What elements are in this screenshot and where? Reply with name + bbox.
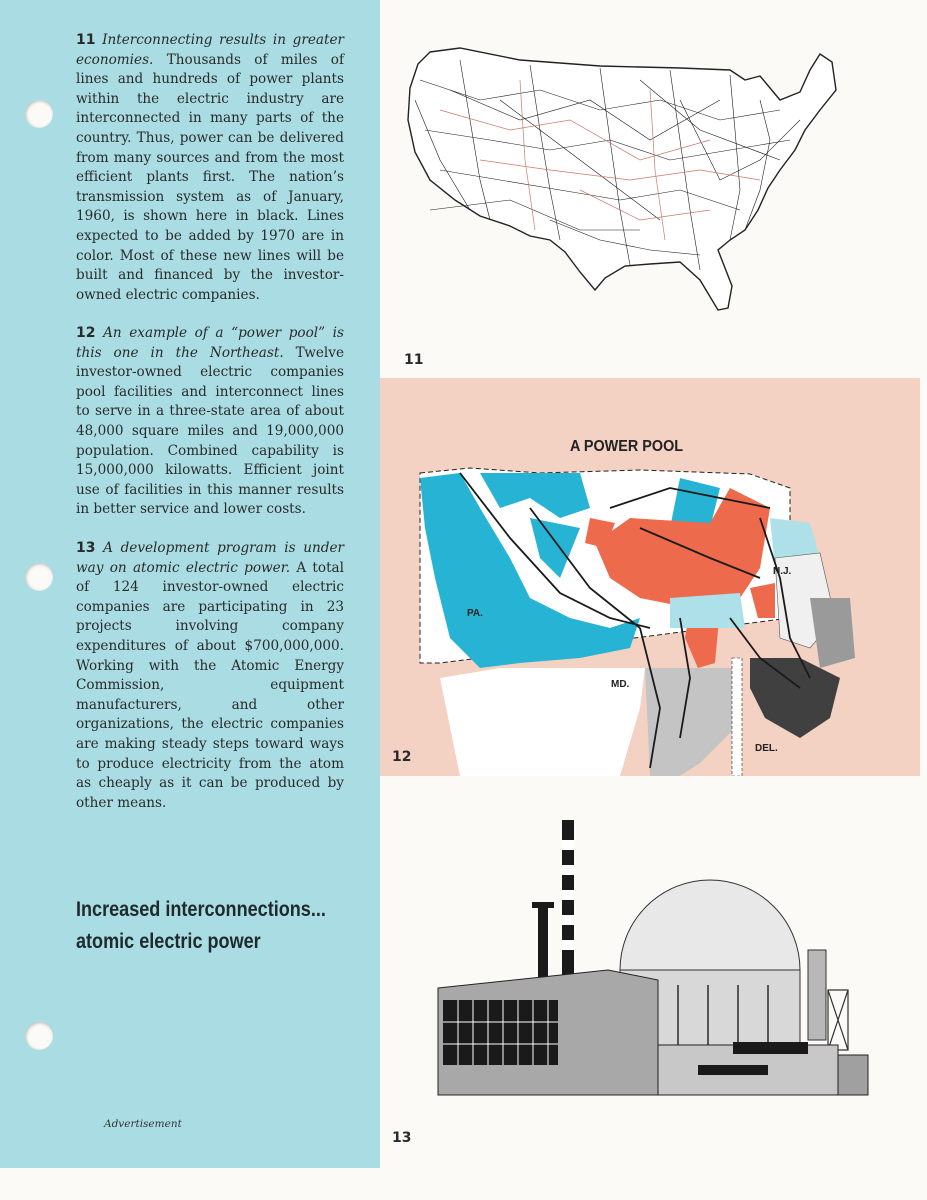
delaware-border <box>732 658 742 776</box>
paragraph-number: 11 <box>76 32 96 48</box>
region-gray-nj-south <box>810 598 855 668</box>
end-building <box>838 1055 868 1095</box>
atomic-power-plant-illustration <box>408 810 878 1100</box>
paragraph-lead: Interconnecting results in greater economies. <box>76 32 344 68</box>
paragraph-12 <box>76 324 344 520</box>
paragraph-body: Thousands of miles of lines and hundreds of power plants within the electric industry are interconnected in many parts of the country. Thus, power can be delivered from many sources and from the most efficient plants first. The nation’s transmission system as of January, 1960, is shown here in black. Lines expected to be added by 1970 are in color. Most of these new lines will be built and financed by the investor-owned electric companies. <box>76 51 344 303</box>
paragraph-number: 13 <box>76 540 96 556</box>
region-gray-maryland <box>645 668 740 776</box>
binder-hole <box>25 1022 53 1050</box>
binder-hole <box>25 100 53 128</box>
state-label-md: MD. <box>611 679 630 690</box>
paragraph-lead: A development program is under way on atomic electric power. <box>76 540 344 576</box>
power-pool-figure <box>380 378 920 776</box>
paragraph-11 <box>76 31 344 305</box>
us-transmission-map <box>400 40 860 330</box>
paragraph-lead: An example of a “power pool” is this one in the Northeast. <box>76 325 344 361</box>
figure-number-12: 12 <box>392 749 412 765</box>
pool-title: A POWER POOL <box>570 438 684 455</box>
left-sidebar <box>0 0 380 1168</box>
switchyard-tower <box>828 990 848 1050</box>
paragraph-body: A total of 124 investor-owned electric companies are participating in 23 projects involving company expenditures of about $700,000,000. Working with the Atomic Energy Commission, equipment manufacturers, and other organizations, the electric companies are making steady steps toward ways to produce electricity from the atom as cheaply as it can be produced by other means. <box>76 559 344 811</box>
figure-number-11: 11 <box>404 352 424 368</box>
headline-line-1: Increased interconnections... <box>76 898 326 921</box>
paragraph-number: 12 <box>76 325 96 341</box>
lower-windows <box>698 1065 768 1075</box>
auxiliary-windows <box>733 1042 808 1054</box>
figure-number-13: 13 <box>392 1130 412 1146</box>
advertisement-label: Advertisement <box>104 1118 182 1130</box>
state-label-nj: N.J. <box>773 566 792 577</box>
section-headline <box>76 894 334 958</box>
side-tower <box>808 950 826 1040</box>
short-smokestack-cap <box>532 902 554 908</box>
paragraph-body: Twelve investor-owned electric companies pool facilities and interconnect lines to serve in a three-state area of about 48,000 square miles and 19,000,000 population. Combined capability is 15,000,000 kilowatts. Efficient joint use of facilities in this manner results in better service and lower costs. <box>76 344 344 518</box>
state-label-del: DEL. <box>755 743 778 754</box>
short-smokestack <box>538 906 548 986</box>
region-dark-gray <box>750 658 840 738</box>
paragraph-13 <box>76 539 344 813</box>
headline-line-2: atomic electric power <box>76 930 261 953</box>
turbine-hall-windows <box>443 1000 558 1065</box>
reactor-dome <box>620 880 800 970</box>
binder-hole <box>25 563 53 591</box>
state-label-pa: PA. <box>467 608 483 619</box>
